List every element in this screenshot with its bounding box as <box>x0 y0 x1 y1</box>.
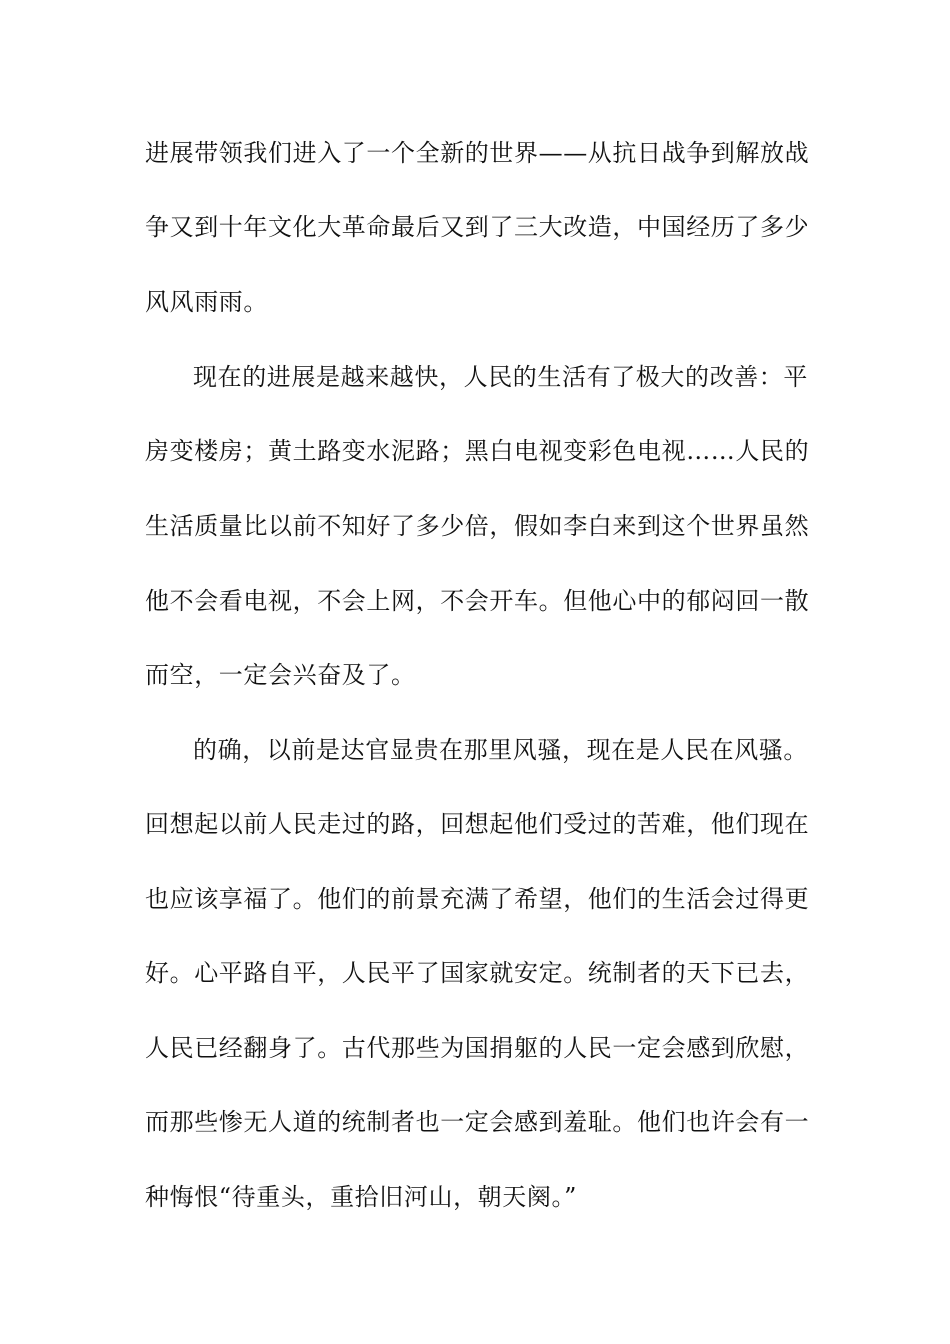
text-line: 而空，一定会兴奋及了。 <box>145 661 416 689</box>
text-line: 人民已经翻身了。古代那些为国捐躯的人民一定会感到欣慰， <box>145 1034 810 1062</box>
paragraph-start-line: 现在的进展是越来越快，人民的生活有了极大的改善：平 <box>193 363 808 391</box>
text-line: 房变楼房；黄土路变水泥路；黑白电视变彩色电视……人民的 <box>145 437 810 465</box>
text-line: 他不会看电视，不会上网，不会开车。但他心中的郁闷回一散 <box>145 587 810 615</box>
text-line: 回想起以前人民走过的路，回想起他们受过的苦难，他们现在 <box>145 810 810 838</box>
text-line: 争又到十年文化大革命最后又到了三大改造，中国经历了多少 <box>145 213 810 241</box>
text-line: 而那些惨无人道的统制者也一定会感到羞耻。他们也许会有一 <box>145 1108 810 1136</box>
text-line: 也应该享福了。他们的前景充满了希望，他们的生活会过得更 <box>145 885 810 913</box>
text-line: 生活质量比以前不知好了多少倍，假如李白来到这个世界虽然 <box>145 512 810 540</box>
paragraph-start-line: 的确，以前是达官显贵在那里风骚，现在是人民在风骚。 <box>193 736 808 764</box>
text-line: 种悔恨“待重头，重拾旧河山，朝天阕。” <box>145 1183 577 1211</box>
text-line: 好。心平路自平，人民平了国家就安定。统制者的天下已去， <box>145 959 810 987</box>
text-line: 进展带领我们进入了一个全新的世界——从抗日战争到解放战 <box>145 139 810 167</box>
text-line: 风风雨雨。 <box>145 288 268 316</box>
